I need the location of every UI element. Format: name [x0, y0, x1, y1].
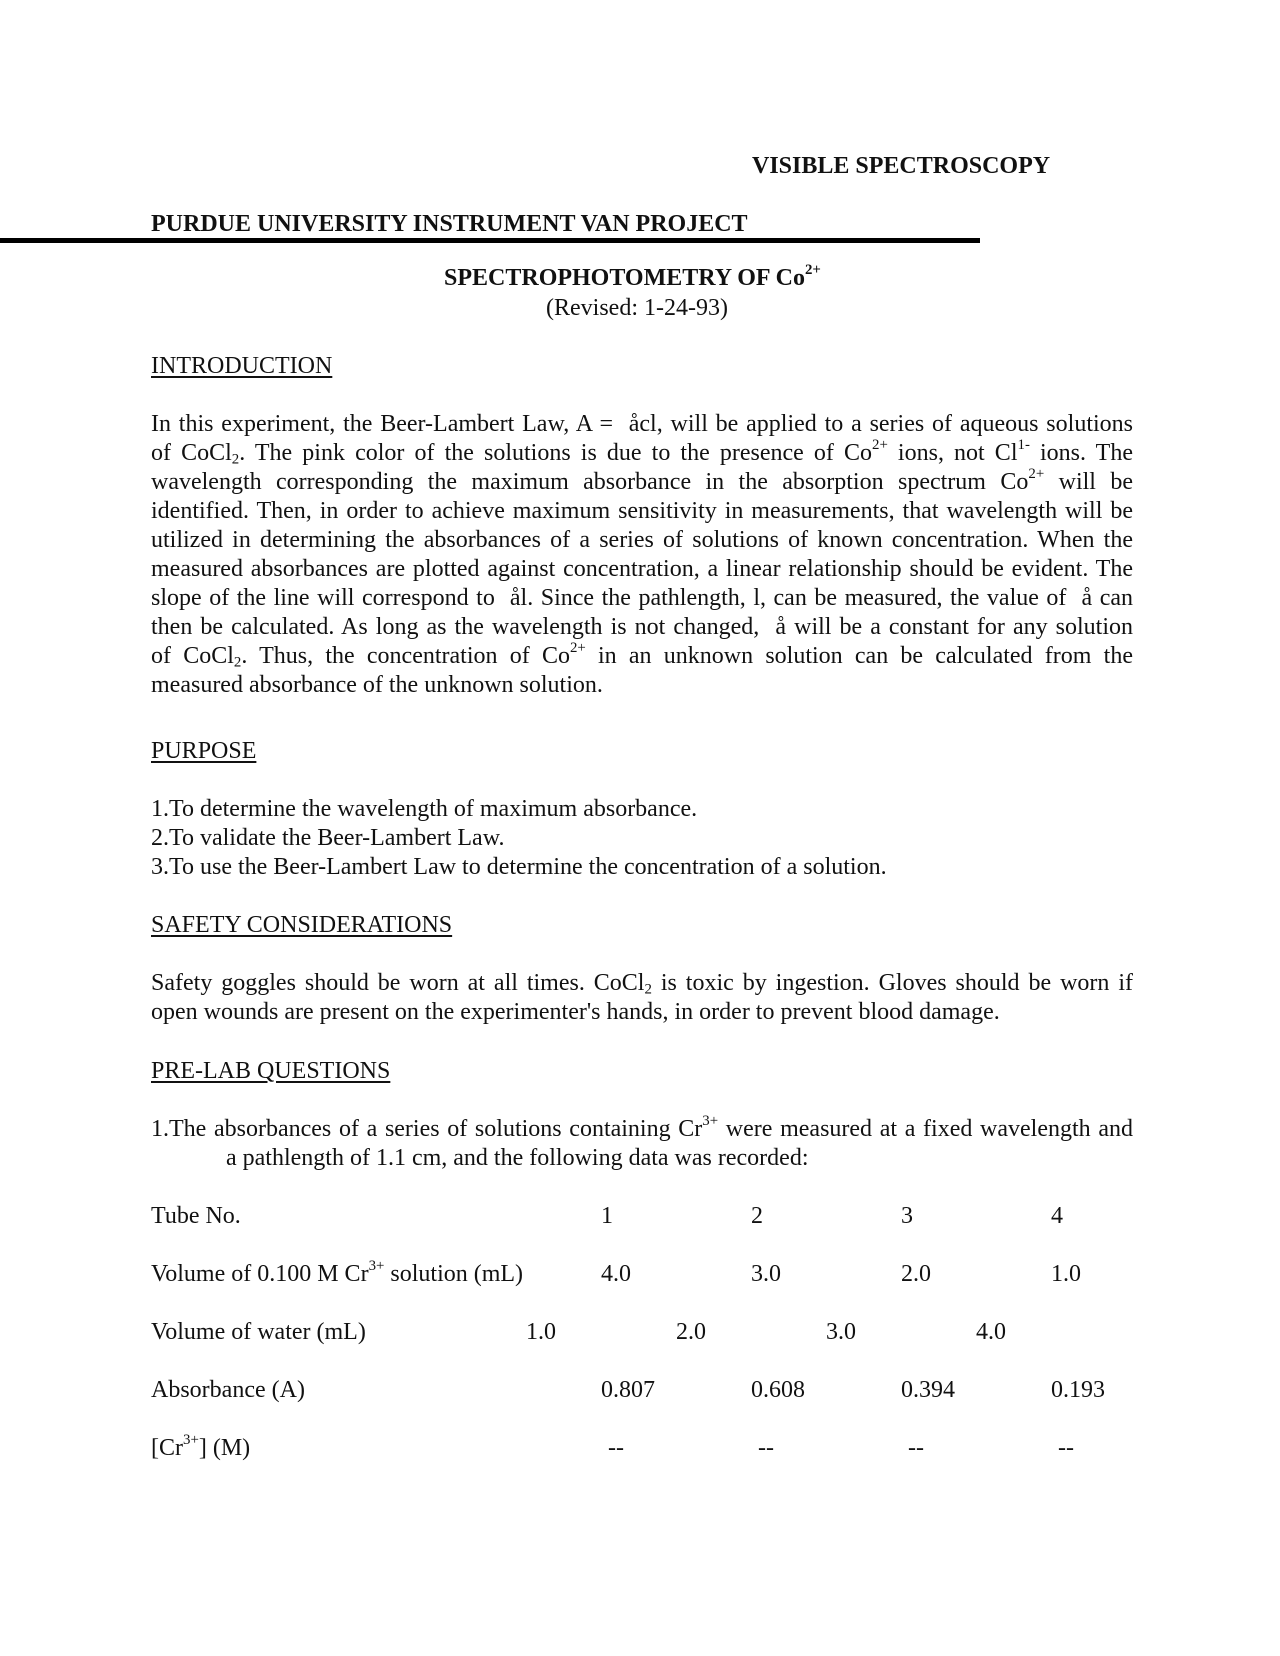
table-row-label-tube-no: Tube No. — [151, 1203, 241, 1229]
prelab-heading: PRE-LAB QUESTIONS — [151, 1058, 391, 1084]
table-cell: -- — [1058, 1435, 1074, 1461]
table-row-label-volume-cr: Volume of 0.100 M $Cr^{3+}$ solution (mL) — [151, 1257, 524, 1287]
table-cell: -- — [908, 1435, 924, 1461]
text-run: measured absorbances are plotted against concentration, a linear relationship should be evident. The — [151, 556, 1133, 582]
subscript: 2 — [233, 654, 242, 671]
text-run: In this experiment, the Beer-Lambert Law, A = åcl, will be applied to a series of aqueous solutions — [151, 411, 1133, 437]
table-cell: 4.0 — [601, 1261, 631, 1287]
text-run: ions, not Cl — [887, 440, 1018, 466]
table-row-label-absorbance: Absorbance (A) — [151, 1377, 305, 1403]
project-title: PURDUE UNIVERSITY INSTRUMENT VAN PROJECT — [151, 211, 748, 237]
paragraph-line — [151, 410, 1133, 439]
paragraph-line — [151, 526, 1133, 555]
table-cell: 3 — [901, 1203, 913, 1229]
superscript: 2+ — [569, 639, 586, 656]
table-cell: 3.0 — [826, 1319, 856, 1345]
revision-date: (Revised: 1-24-93) — [546, 295, 728, 321]
table-cell: 3.0 — [751, 1261, 781, 1287]
superscript: 1- — [1017, 436, 1030, 453]
text-run: of CoCl — [151, 643, 234, 669]
table-cell: 4.0 — [976, 1319, 1006, 1345]
text-run: identified. Then, in order to achieve maximum sensitivity in measurements, that wavelength will be — [151, 498, 1133, 524]
text-run: measured absorbance of the unknown solution. — [151, 672, 603, 698]
introduction-paragraph — [151, 410, 1133, 700]
paragraph-line — [151, 465, 1134, 497]
header-rule — [0, 238, 980, 243]
text-run: will be — [1044, 469, 1134, 495]
paragraph-line — [151, 555, 1133, 584]
table-cell: 1.0 — [1051, 1261, 1081, 1287]
table-cell: 1.0 — [526, 1319, 556, 1345]
text-run: in an unknown solution can be calculated from the — [585, 643, 1133, 669]
table-cell: 4 — [1051, 1203, 1063, 1229]
text-run: ions. The — [1029, 440, 1133, 466]
page-title: SPECTROPHOTOMETRY OF $Co^{2+}$ — [444, 261, 821, 291]
table-cell: 1 — [601, 1203, 613, 1229]
purpose-item-2: 2.To validate the Beer-Lambert Law. — [151, 825, 505, 851]
text-run: Safety goggles should be worn at all times. CoCl — [151, 970, 645, 996]
table-row-label-concentration: $[Cr^{3+}]$ (M) — [151, 1431, 251, 1461]
paragraph-line — [151, 584, 1133, 613]
paragraph-line — [151, 998, 1133, 1027]
paragraph-line — [151, 639, 1133, 671]
subscript: 2 — [231, 451, 240, 468]
table-cell: 0.608 — [751, 1377, 805, 1403]
text-run: of CoCl — [151, 440, 232, 466]
table-cell: 0.193 — [1051, 1377, 1105, 1403]
table-cell: 0.807 — [601, 1377, 655, 1403]
prelab-question-1-line-1: 1.The absorbances of a series of solutions containing $Cr^{3+}$ were measured at a fixed wavelength and — [151, 1112, 1133, 1142]
table-cell: 2 — [751, 1203, 763, 1229]
table-cell: -- — [608, 1435, 624, 1461]
text-run: . The pink color of the solutions is due to the presence of Co — [239, 440, 872, 466]
paragraph-line — [151, 497, 1133, 526]
prelab-question-1-line-2: a pathlength of 1.1 cm, and the following data was recorded: — [226, 1145, 809, 1171]
table-cell: 2.0 — [676, 1319, 706, 1345]
paragraph-line — [151, 613, 1133, 642]
text-run: wavelength corresponding the maximum absorbance in the absorption spectrum Co — [151, 469, 1029, 495]
safety-paragraph — [151, 969, 1133, 1027]
paragraph-line — [151, 671, 1133, 700]
table-cell: 0.394 — [901, 1377, 955, 1403]
table-row-label-volume-water: Volume of water (mL) — [151, 1319, 366, 1345]
table-cell: 2.0 — [901, 1261, 931, 1287]
paragraph-line — [151, 436, 1133, 468]
subscript: 2 — [644, 981, 652, 998]
paragraph-line — [151, 969, 1133, 998]
prelab-question-1 — [151, 1112, 1133, 1144]
text-run: utilized in determining the absorbances of a series of solutions of known concentration. When the — [151, 527, 1133, 553]
introduction-heading: INTRODUCTION — [151, 353, 333, 379]
purpose-item-1: 1.To determine the wavelength of maximum absorbance. — [151, 796, 698, 822]
superscript: 2+ — [1028, 465, 1045, 482]
purpose-heading: PURPOSE — [151, 738, 257, 764]
text-run: . Thus, the concentration of Co — [241, 643, 570, 669]
text-run: open wounds are present on the experimenter's hands, in order to prevent blood damage. — [151, 999, 1000, 1025]
document-section-title: VISIBLE SPECTROSCOPY — [752, 153, 1051, 179]
text-run: is toxic by ingestion. Gloves should be worn if — [651, 970, 1133, 996]
purpose-item-3: 3.To use the Beer-Lambert Law to determine the concentration of a solution. — [151, 854, 887, 880]
table-cell: -- — [758, 1435, 774, 1461]
superscript: 2+ — [872, 436, 888, 453]
safety-heading: SAFETY CONSIDERATIONS — [151, 912, 453, 938]
text-run: then be calculated. As long as the wavelength is not changed, å will be a constant for any solution — [151, 614, 1133, 640]
text-run: slope of the line will correspond to ål. Since the pathlength, l, can be measured, the value of å can — [151, 585, 1133, 611]
